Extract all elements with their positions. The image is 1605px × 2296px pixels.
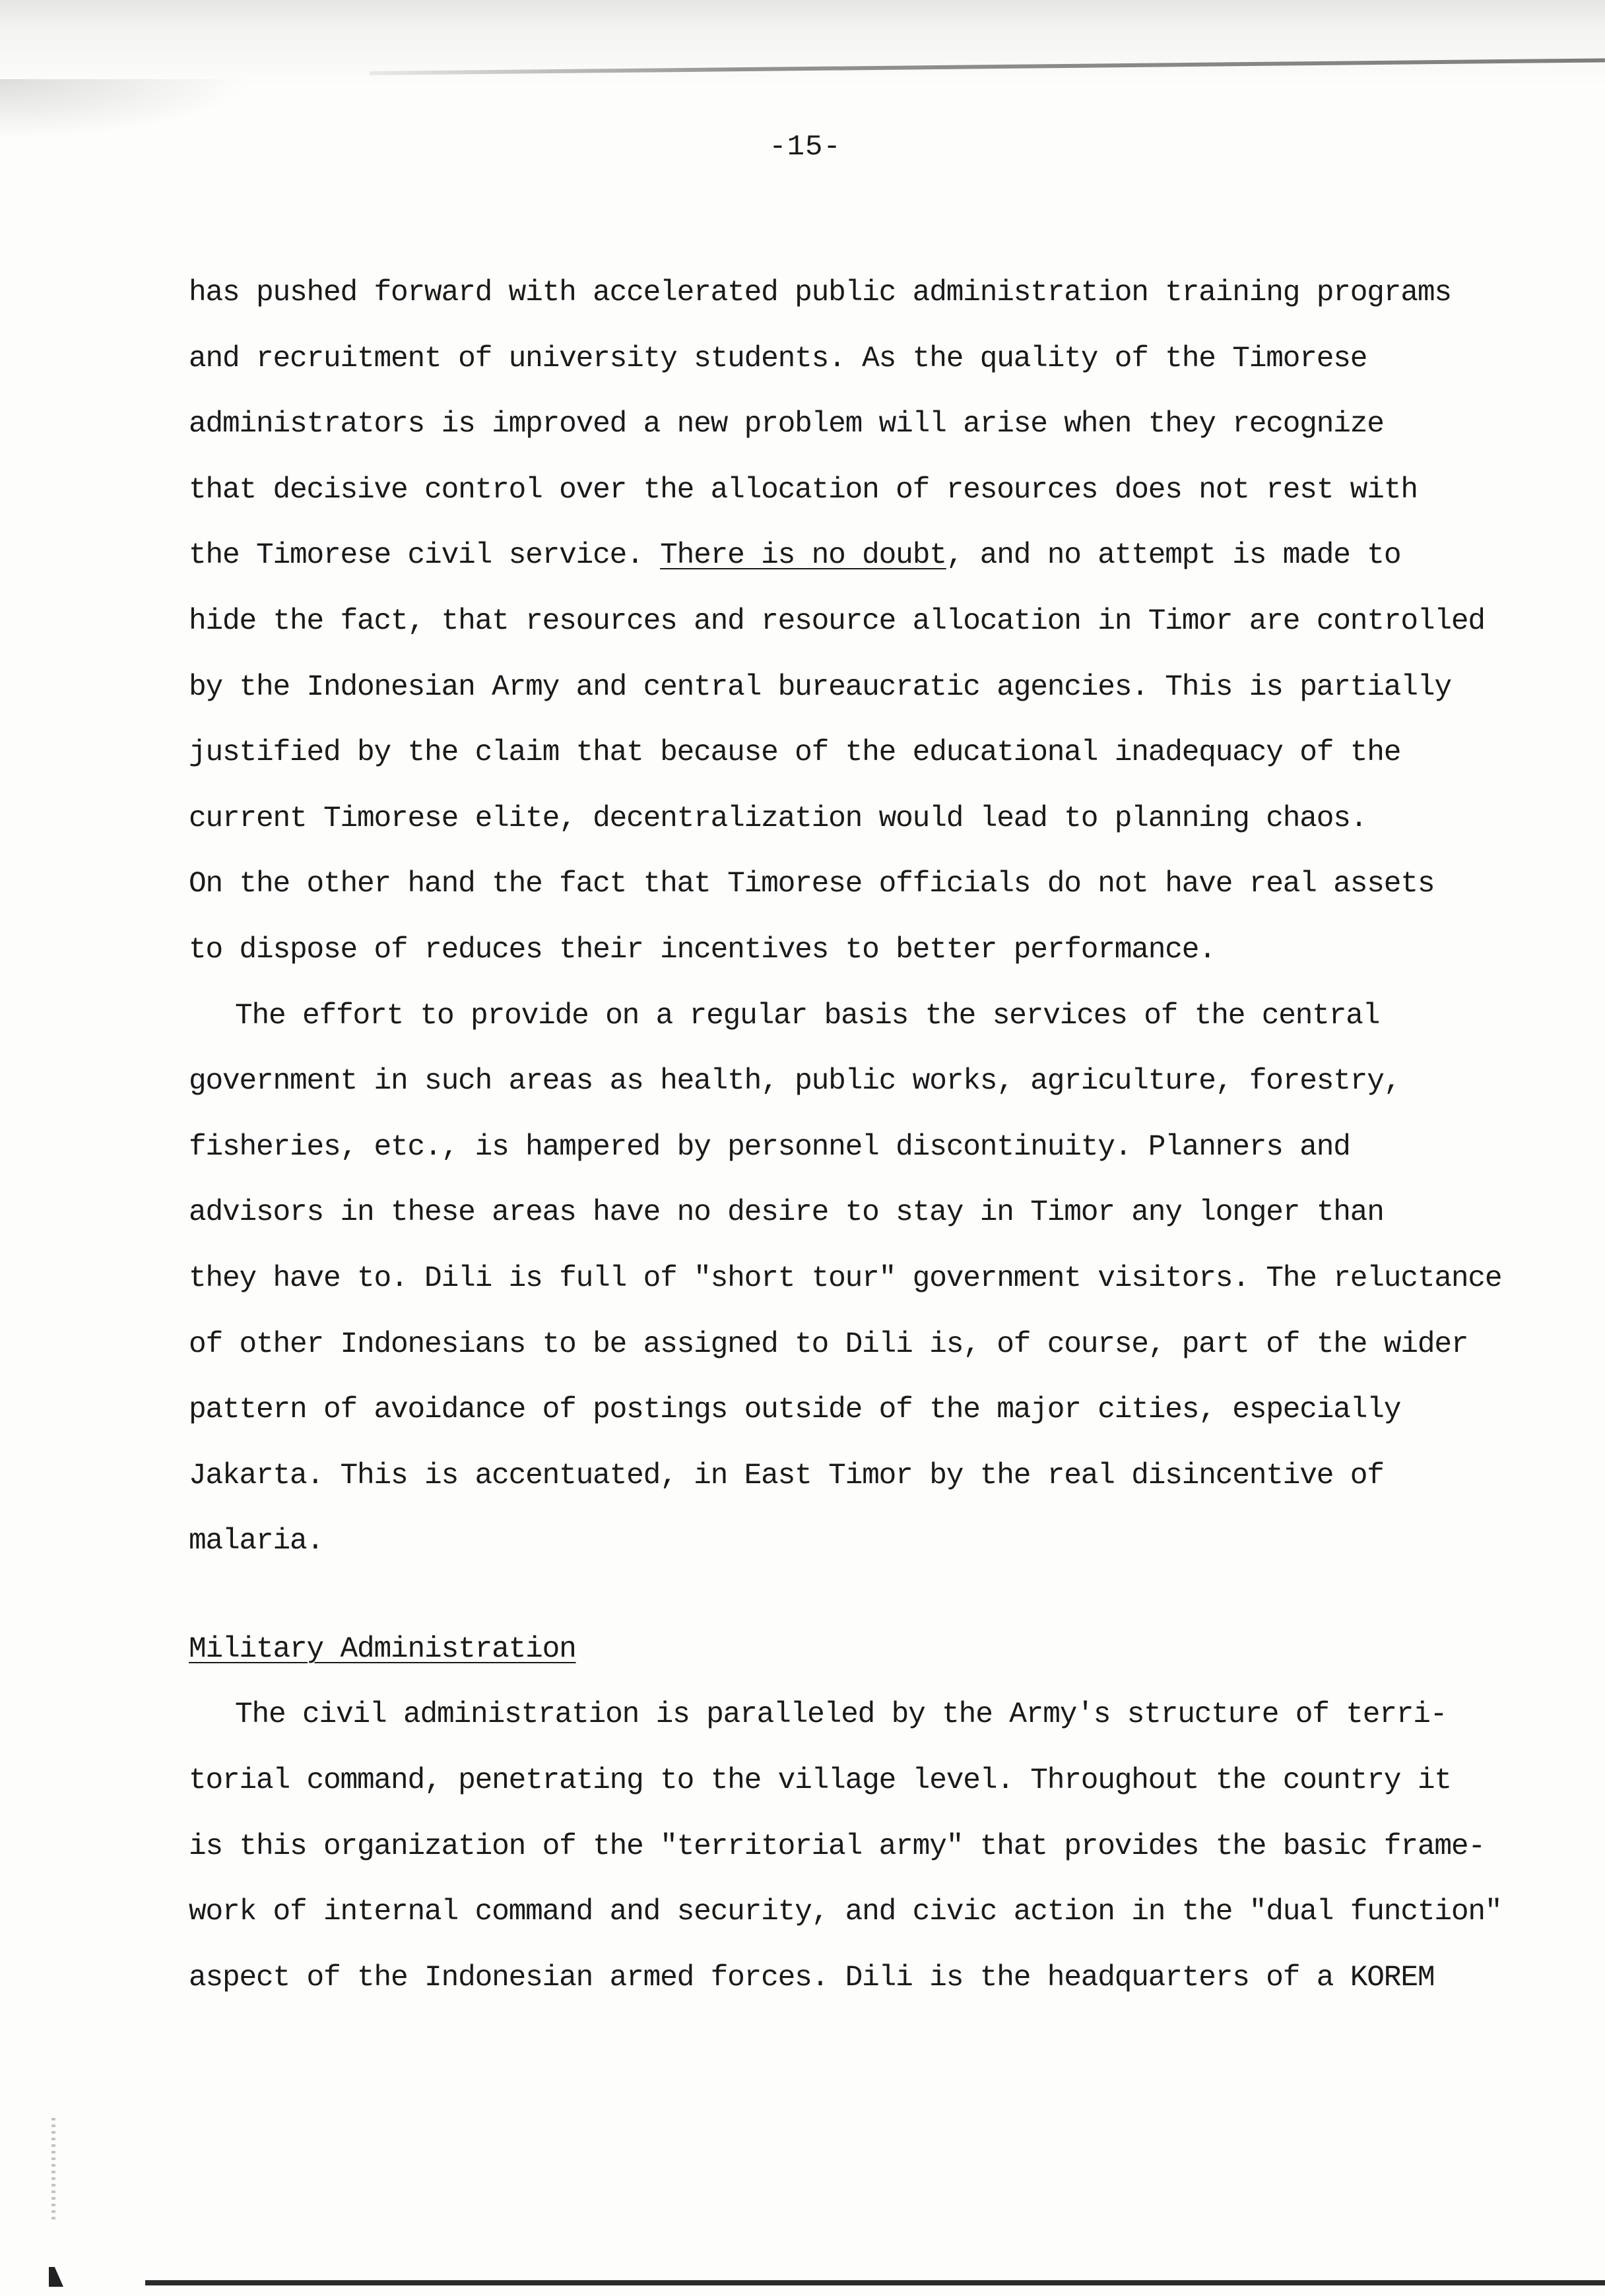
body-text — [189, 261, 1535, 2011]
scan-edge-marks — [51, 2118, 55, 2223]
paragraph1-line-2: and recruitment of university students. As the quality of the Timorese — [189, 342, 1367, 375]
paragraph1-line-8: justified by the claim that because of the educational inadequacy of the — [189, 736, 1401, 770]
paragraph1-line-5 — [189, 523, 1535, 589]
scan-noise-top — [0, 0, 1605, 86]
scan-corner-mark — [49, 2267, 63, 2287]
section-heading — [189, 1617, 1535, 1683]
paragraph2-line-7: pattern of avoidance of postings outside of the major cities, especially — [189, 1393, 1401, 1427]
section-heading-text: Military Administration — [189, 1632, 576, 1666]
scan-noise-left — [0, 79, 251, 139]
paragraph3-line-2: torial command, penetrating to the village level. Throughout the country it — [189, 1764, 1451, 1798]
paragraph1-line-7: by the Indonesian Army and central bureaucratic agencies. This is partially — [189, 670, 1451, 704]
paragraph1-line-4: that decisive control over the allocation of resources does not rest with — [189, 473, 1418, 507]
page-number: -15- — [769, 131, 841, 164]
paragraph3-line-3: is this organization of the "territorial army" that provides the basic frame- — [189, 1830, 1485, 1863]
scan-bottom-edge — [145, 2280, 1605, 2285]
paragraph3-line-4: work of internal command and security, and civic action in the "dual function" — [189, 1896, 1502, 1929]
paragraph3-line-1: The civil administration is paralleled by the Army's structure of terri- — [235, 1698, 1447, 1732]
paragraph1-line-1: has pushed forward with accelerated public administration training programs — [189, 276, 1451, 309]
paragraph3-line-5: aspect of the Indonesian armed forces. Dili is the headquarters of a KOREM — [189, 1961, 1435, 1994]
emphasis-underlined: There is no doubt — [660, 539, 946, 573]
paragraph2-line-2: government in such areas as health, public works, agriculture, forestry, — [189, 1065, 1401, 1099]
paragraph1-line-9: current Timorese elite, decentralization would lead to planning chaos. — [189, 802, 1367, 835]
paragraph2-line-1: The effort to provide on a regular basis the services of the central — [235, 999, 1380, 1033]
paragraph1-line-3: administrators is improved a new problem will arise when they recognize — [189, 408, 1384, 441]
paragraph1-line-5-end: , and no attempt is made to — [946, 539, 1401, 573]
paragraph2-line-4: advisors in these areas have no desire to stay in Timor any longer than — [189, 1196, 1384, 1230]
paragraph1-line-5-start: the Timorese civil service. — [189, 539, 661, 573]
paragraph2-line-9: malaria. — [189, 1525, 324, 1558]
paragraph2-line-6: of other Indonesians to be assigned to Dili is, of course, part of the wider — [189, 1327, 1468, 1361]
paragraph1-line-6: hide the fact, that resources and resource allocation in Timor are controlled — [189, 604, 1485, 638]
paragraph1-line-11: to dispose of reduces their incentives to better performance. — [189, 933, 1216, 967]
paragraph2-line-3: fisheries, etc., is hampered by personnel discontinuity. Planners and — [189, 1130, 1350, 1164]
paragraph2-line-5: they have to. Dili is full of "short tour" government visitors. The reluctance — [189, 1261, 1502, 1295]
paragraph1-line-10: On the other hand the fact that Timorese officials do not have real assets — [189, 868, 1435, 901]
paragraph2-line-8: Jakarta. This is accentuated, in East Timor by the real disincentive of — [189, 1459, 1384, 1492]
